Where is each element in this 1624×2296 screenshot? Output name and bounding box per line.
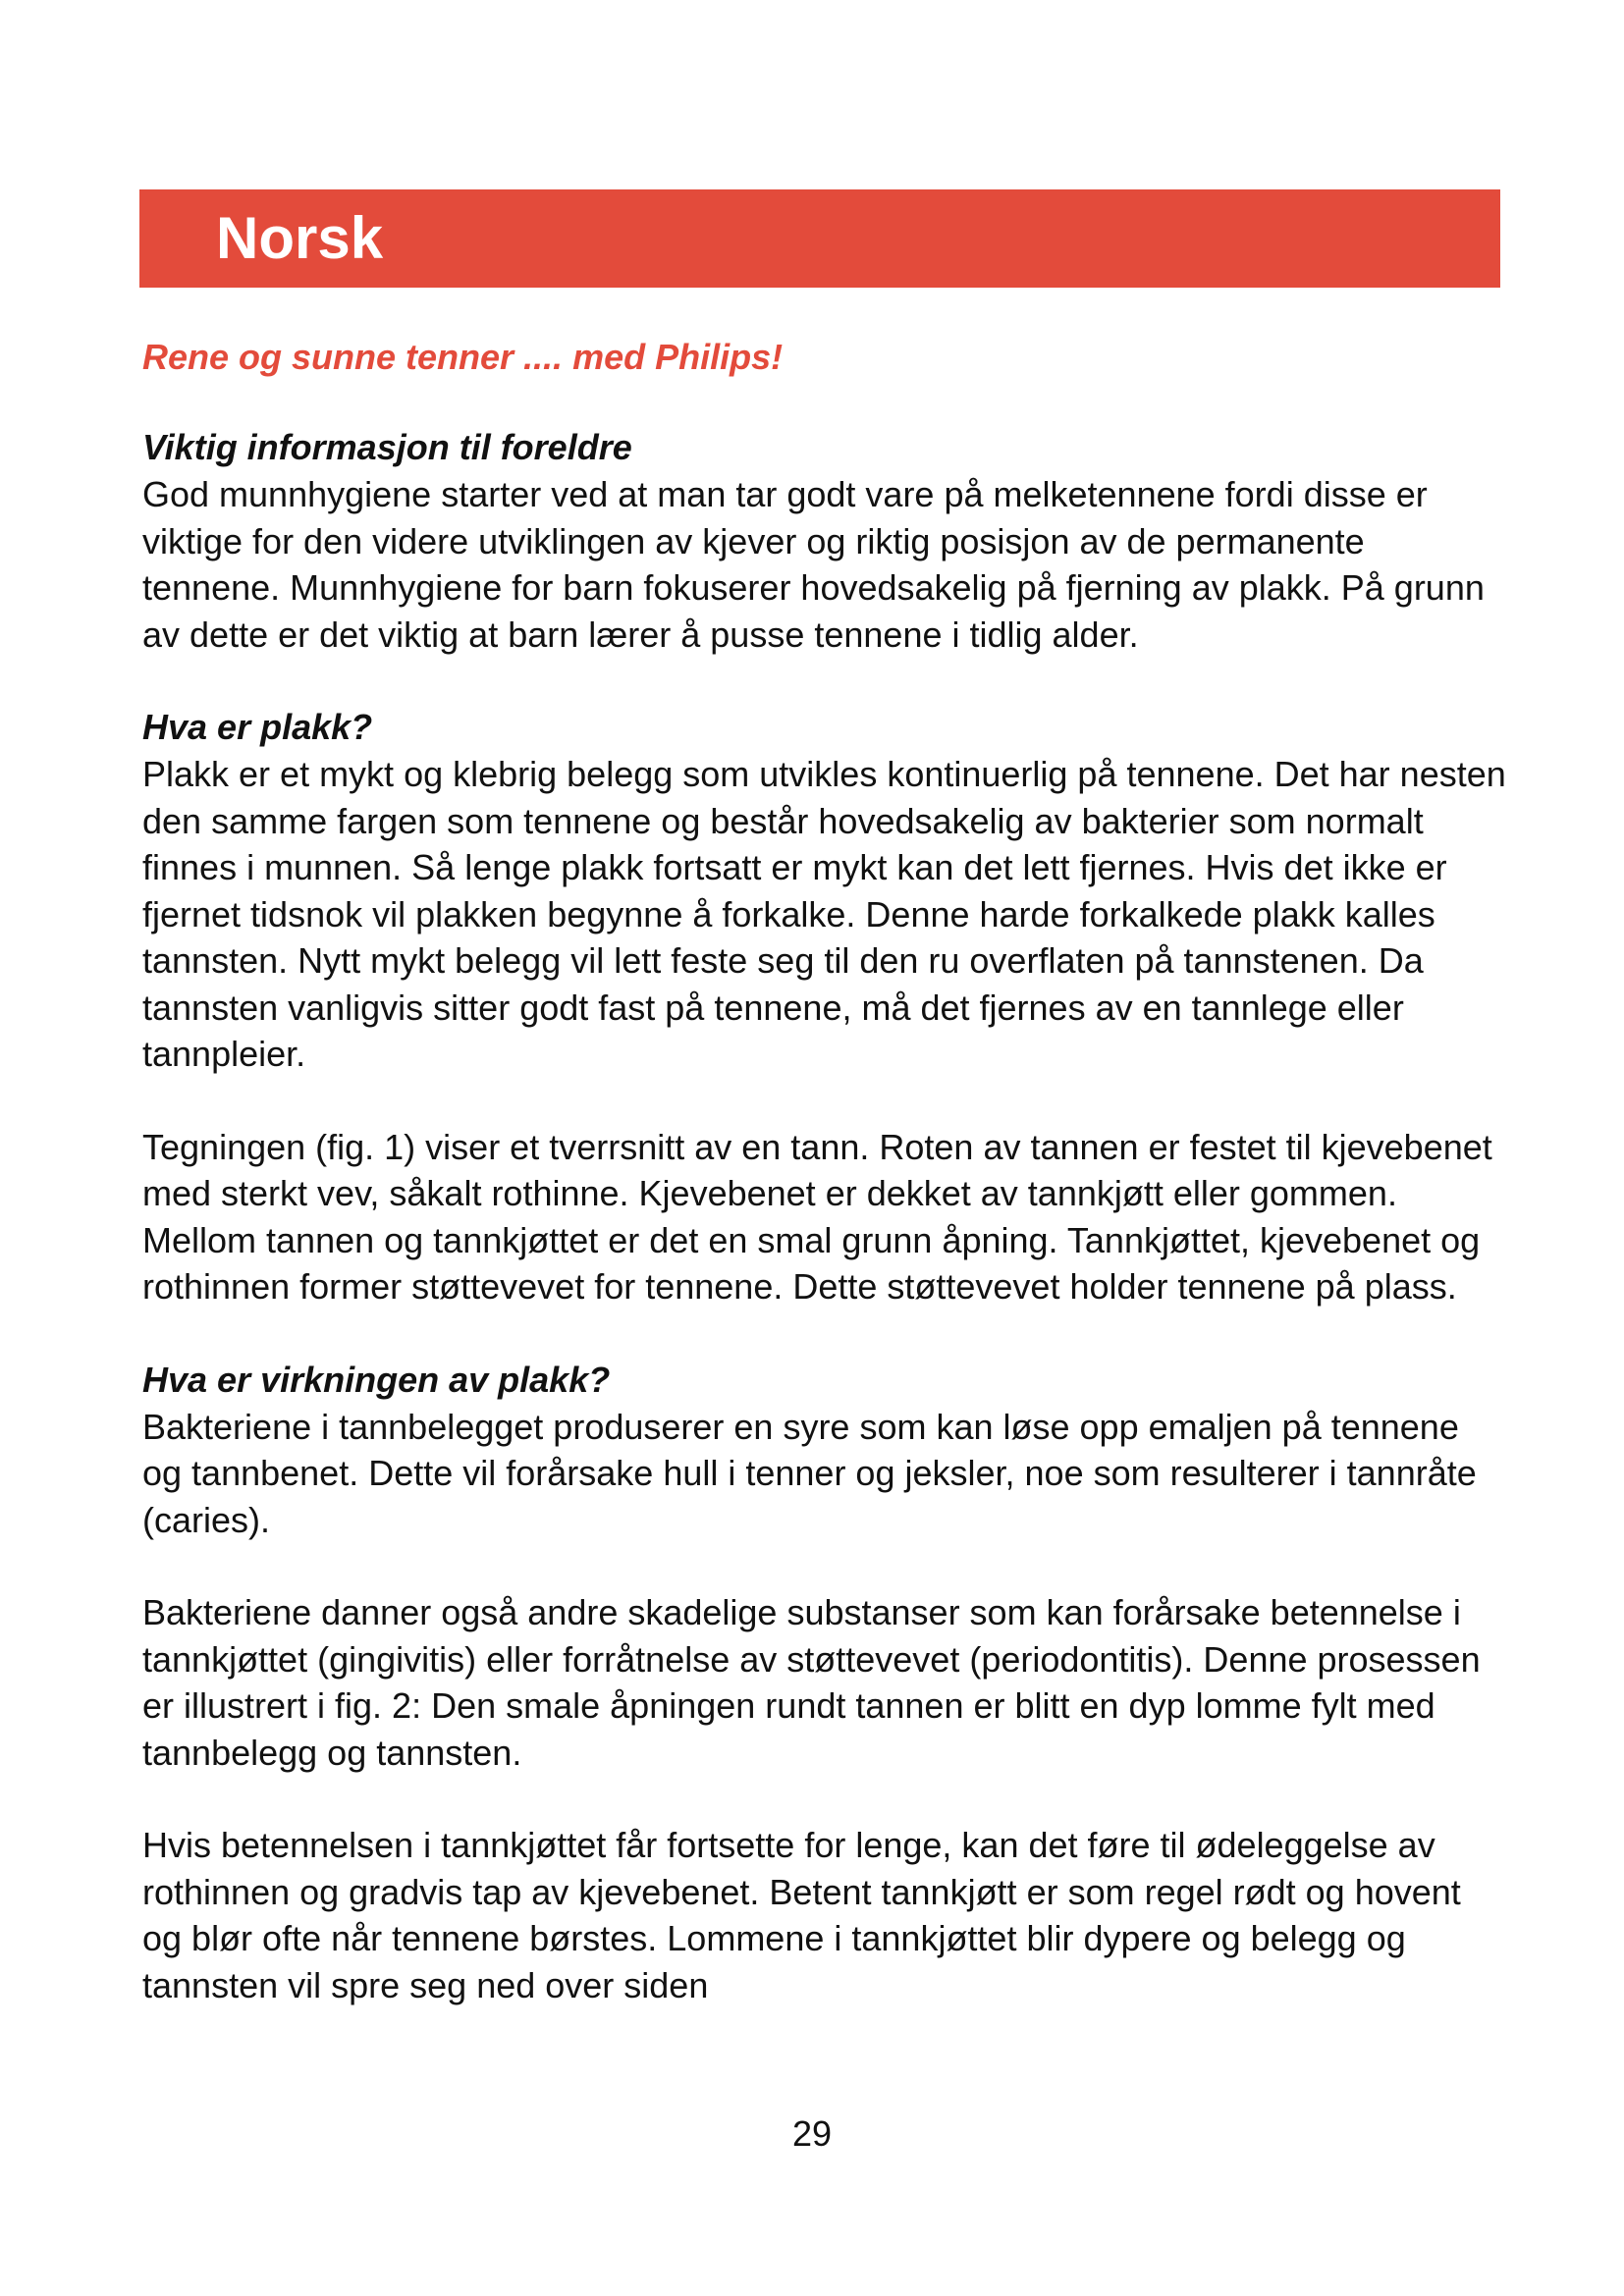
spacer [142,658,1507,704]
paragraph: God munnhygiene starter ved at man tar godt vare på melketennene fordi disse er viktige for den videre utviklingen av kjever og riktig posisjon av de permanente tennene. Munnhygiene for barn fokuserer hovedsakelig på fjerning av plakk. På grunn av dette er det viktig at barn lærer å pusse tennene i tidlig alder. [142,474,1485,655]
paragraph: Plakk er et mykt og klebrig belegg som utvikles kontinuerlig på tennene. Det har nesten den samme fargen som tennene og består hovedsakelig av bakterier som normalt finnes i munnen. Så lenge plakk fortsatt er mykt kan det lett fjernes. Hvis det ikke er fjernet tidsnok vil plakken begynne å forkalke. Denne harde forkalkede plakk kalles tannsten. Nytt mykt belegg vil lett feste seg til den ru overflaten på tannstenen. Da tannsten vanligvis sitter godt fast på tennene, må det fjernes av en tannlege eller tannpleier. [142,754,1506,1074]
language-banner [139,189,1500,288]
document-body [142,334,1507,2008]
spacer [142,1776,1507,1822]
page-number: 29 [791,2113,833,2154]
section-heading: Viktig informasjon til foreldre [142,427,632,467]
paragraph: Tegningen (fig. 1) viser et tverrsnitt av en tann. Roten av tannen er festet til kjevebenet med sterkt vev, såkalt rothinne. Kjevebenet er dekket av tannkjøtt eller gommen. Mellom tannen og tannkjøttet er det en smal grunn åpning. Tannkjøttet, kjevebenet og rothinnen former støttevevet for tennene. Dette støttevevet holder tennene på plass. [142,1126,1492,1307]
paragraph: Bakteriene i tannbelegget produserer en syre som kan løse opp emaljen på tennene og tannbenet. Dette vil forårsake hull i tenner og jeksler, noe som resulterer i tannråte (caries). [142,1406,1477,1540]
paragraph: Bakteriene danner også andre skadelige substanser som kan forårsake betennelse i tannkjøttet (gingivitis) eller forråtnelse av støttevevet (periodontitis). Denne prosessen er illustrert i fig. 2: Den smale åpningen rundt tannen er blitt en dyp lomme fylt med tannbelegg og tannsten. [142,1592,1481,1773]
section-heading: Hva er plakk? [142,707,373,747]
paragraph: Hvis betennelsen i tannkjøttet får fortsette for lenge, kan det føre til ødeleggelse av rothinnen og gradvis tap av kjevebenet. Betent tannkjøtt er som regel rødt og hovent og blør ofte når tennene børstes. Lommene i tannkjøttet blir dypere og belegg og tannsten vil spre seg ned over siden [142,1825,1461,2005]
spacer [142,1078,1507,1124]
section-heading: Hva er virkningen av plakk? [142,1359,611,1400]
tagline: Rene og sunne tenner .... med Philips! [142,337,784,377]
spacer [142,1543,1507,1589]
spacer [142,1310,1507,1357]
banner-title: Norsk [216,205,384,271]
